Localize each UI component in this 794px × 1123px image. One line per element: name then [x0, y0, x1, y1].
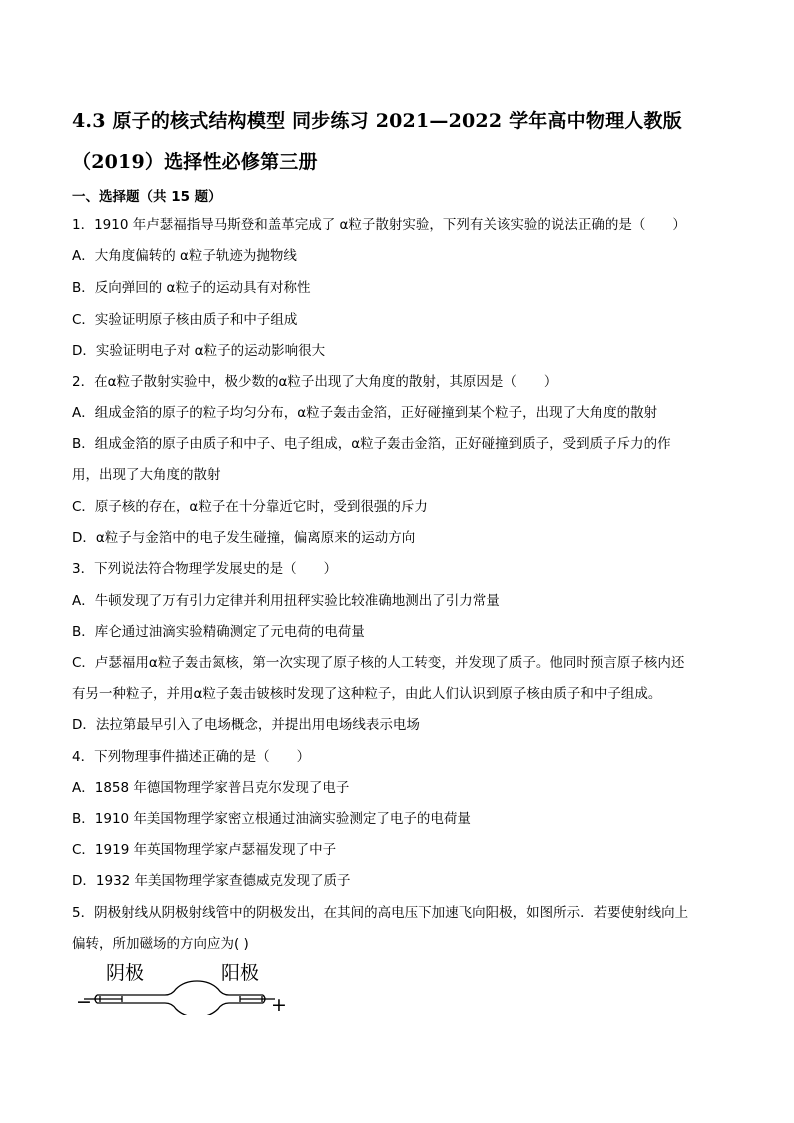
anode-electrode — [240, 996, 275, 1002]
question-4-option-b: B．1910 年美国物理学家密立根通过油滴实验测定了电子的电荷量 — [72, 811, 471, 827]
question-2-option-c: C．原子核的存在，α粒子在十分靠近它时，受到很强的斥力 — [72, 499, 428, 515]
question-1-option-d: D．实验证明电子对 α粒子的运动影响很大 — [72, 343, 326, 359]
section-heading: 一、选择题（共 15 题） — [72, 189, 222, 205]
question-3-option-c-cont: 有另一种粒子，并用α粒子轰击铍核时发现了这种粒子，由此人们认识到原子核由质子和中子组成。 — [72, 686, 662, 702]
cathode-ray-tube-figure — [70, 955, 300, 1015]
question-2-option-a: A．组成金箔的原子的粒子均匀分布，α粒子轰击金箔，正好碰撞到某个粒子，出现了大角度的散射 — [72, 405, 658, 421]
plus-sign: + — [271, 994, 287, 1015]
question-4-option-a: A．1858 年德国物理学家普吕克尔发现了电子 — [72, 780, 350, 796]
question-1-option-b: B．反向弹回的 α粒子的运动具有对称性 — [72, 280, 311, 296]
question-5-stem-line1: 5．阴极射线从阴极射线管中的阴极发出，在其间的高电压下加速飞向阳极，如图所示．若要使射线向上 — [72, 905, 689, 921]
question-4-option-d: D．1932 年美国物理学家查德威克发现了质子 — [72, 873, 351, 889]
question-4-stem: 4．下列物理事件描述正确的是（ ） — [72, 749, 311, 765]
question-1-option-c: C．实验证明原子核由质子和中子组成 — [72, 312, 298, 328]
question-3-option-d: D．法拉第最早引入了电场概念，并提出用电场线表示电场 — [72, 717, 420, 733]
question-4-option-c: C．1919 年英国物理学家卢瑟福发现了中子 — [72, 842, 337, 858]
question-3-option-c: C．卢瑟福用α粒子轰击氮核，第一次实现了原子核的人工转变，并发现了质子。他同时预言原子核内还 — [72, 655, 685, 671]
question-1-option-a: A．大角度偏转的 α粒子轨迹为抛物线 — [72, 248, 297, 264]
question-2-stem: 2．在α粒子散射实验中，极少数的α粒子出现了大角度的散射，其原因是（ ） — [72, 374, 558, 390]
minus-sign: − — [76, 991, 92, 1013]
question-2-option-b-cont: 用，出现了大角度的散射 — [72, 467, 221, 483]
anode-label: 阳极 — [221, 962, 260, 984]
question-3-option-a: A．牛顿发现了万有引力定律并利用扭秤实验比较准确地测出了引力常量 — [72, 593, 500, 609]
question-3-option-b: B．库仑通过油滴实验精确测定了元电荷的电荷量 — [72, 624, 365, 640]
question-2-option-b: B．组成金箔的原子由质子和中子、电子组成，α粒子轰击金箔，正好碰撞到质子，受到质子斥力的作 — [72, 436, 671, 452]
question-3-stem: 3．下列说法符合物理学发展史的是（ ） — [72, 561, 338, 577]
page-title-line2: （2019）选择性必修第三册 — [72, 151, 318, 173]
question-2-option-d: D．α粒子与金箔中的电子发生碰撞，偏离原来的运动方向 — [72, 530, 416, 546]
question-1-stem: 1．1910 年卢瑟福指导马斯登和盖革完成了 α粒子散射实验，下列有关该实验的说法正确的是（ ） — [72, 217, 686, 233]
cathode-label: 阴极 — [106, 962, 145, 984]
page-title-line1: 4.3 原子的核式结构模型 同步练习 2021—2022 学年高中物理人教版 — [72, 110, 682, 132]
question-5-stem-line2: 偏转，所加磁场的方向应为( ) — [72, 936, 249, 952]
